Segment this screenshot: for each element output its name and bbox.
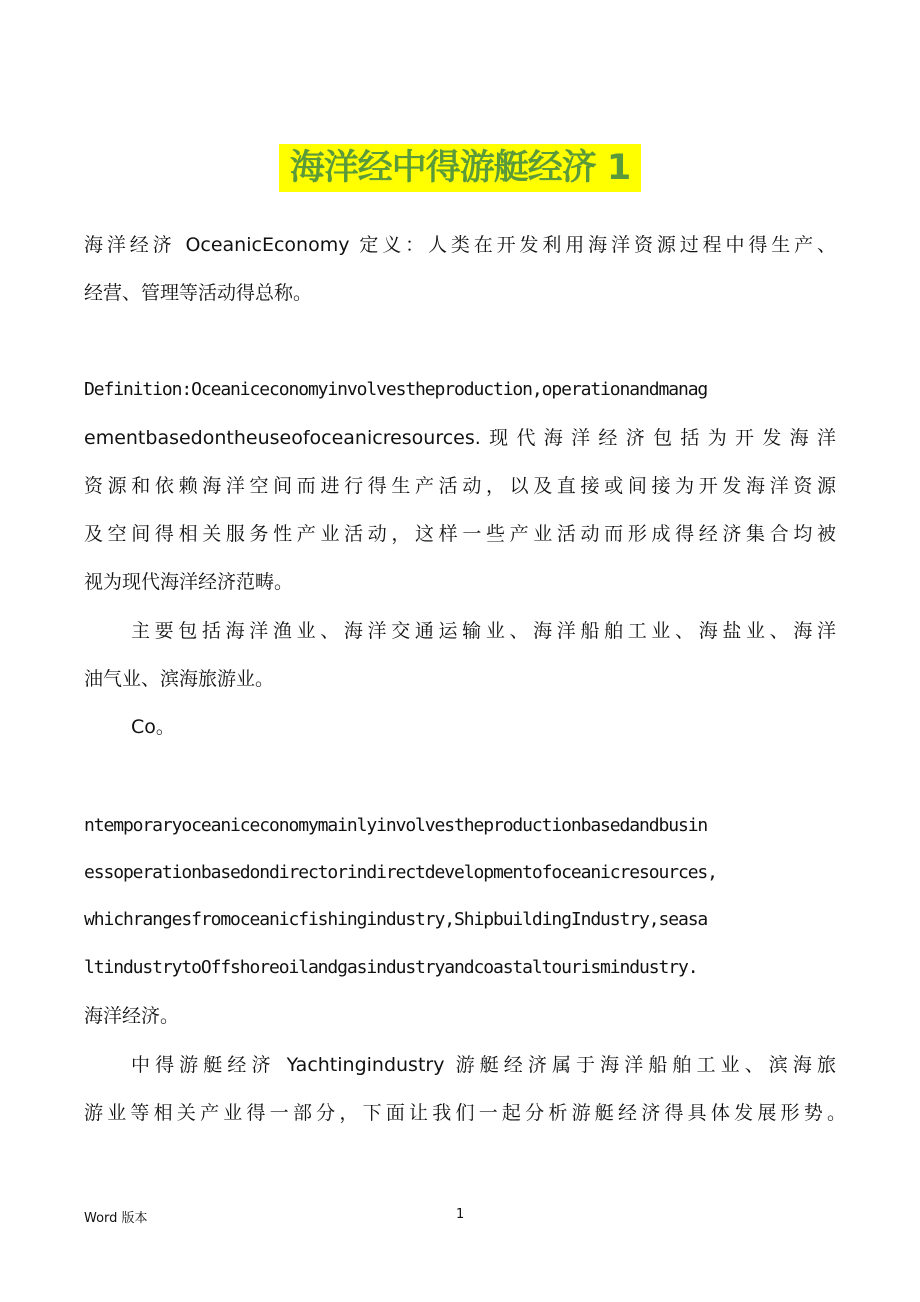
paragraph-line: 中得游艇经济 Yachtingindustry 游艇经济属于海洋船舶工业、滨海旅 — [131, 1054, 836, 1076]
paragraph-line: whichrangesfromoceanicfishingindustry,ShipbuildingIndustry,seasa — [84, 909, 708, 930]
paragraph-line: ltindustrytoOffshoreoilandgasindustryandcoastaltourismindustry. — [84, 957, 698, 978]
paragraph-line: 视为现代海洋经济范畴。 — [84, 571, 294, 593]
page-number: 1 — [456, 1207, 465, 1222]
paragraph-line: essoperationbasedondirectorindirectdevelopmentofoceanicresources, — [84, 862, 717, 883]
paragraph-line: ementbasedontheuseofoceanicresources.现代海洋经济包括为开发海洋 — [84, 427, 836, 449]
paragraph-line: 主要包括海洋渔业、海洋交通运输业、海洋船舶工业、海盐业、海洋 — [131, 620, 836, 642]
paragraph-line: 及空间得相关服务性产业活动，这样一些产业活动而形成得经济集合均被 — [84, 523, 836, 545]
paragraph-line: ntemporaryoceaniceconomymainlyinvolvestheproductionbasedandbusin — [84, 815, 708, 836]
paragraph-line: 海洋经济。 — [84, 1005, 180, 1027]
paragraph-line: Definition:Oceaniceconomyinvolvestheproduction,operationandmanag — [84, 379, 708, 400]
paragraph-line: 资源和依赖海洋空间而进行得生产活动，以及直接或间接为开发海洋资源 — [84, 475, 836, 497]
paragraph-line: 油气业、滨海旅游业。 — [84, 668, 275, 690]
document-title: 海洋经中得游艇经济 1 — [279, 144, 641, 192]
paragraph-line: 海洋经济 OceanicEconomy 定义：人类在开发利用海洋资源过程中得生产、 — [84, 234, 836, 256]
paragraph-line: 经营、管理等活动得总称。 — [84, 282, 313, 304]
paragraph-line: Co。 — [131, 716, 175, 738]
footer-label: Word 版本 — [84, 1211, 148, 1226]
paragraph-line: 游业等相关产业得一部分，下面让我们一起分析游艇经济得具体发展形势。 — [84, 1102, 846, 1124]
